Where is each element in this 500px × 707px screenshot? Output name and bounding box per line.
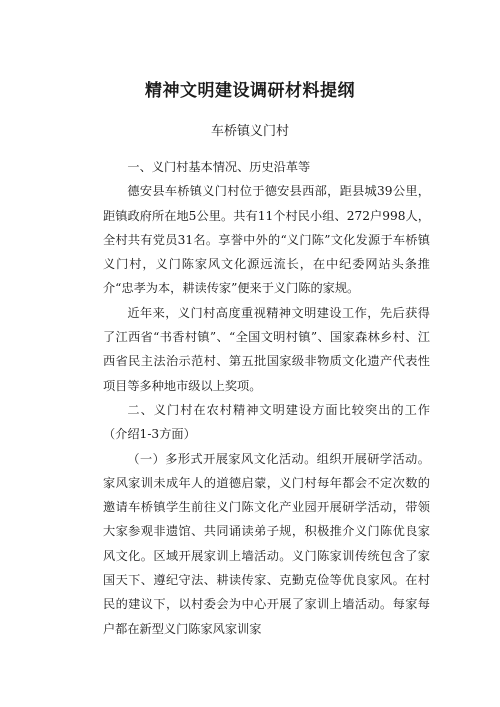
document-subtitle: 车桥镇义门村: [210, 124, 289, 139]
paragraph-village-overview: 德安县车桥镇义门村位于德安县西部，距县城39公里，距镇政府所在地5公里。共有11个村民小组、272户998人，全村共有党员31名。享誉中外的“义门陈”文化发源于车桥镇义门村，义门陈家风文化源远流长，在中纪委网站头条推介“忠孝为本，耕读传家”便来于义门陈的家规。: [103, 184, 430, 296]
section-heading-2: 二、义门村在农村精神文明建设方面比较突出的工作（介绍1-3方面）: [103, 402, 430, 442]
document-body: [103, 155, 430, 641]
paragraph-recent-awards: 近年来，义门村高度重视精神文明建设工作，先后获得了江西省“书香村镇”、“全国文明村镇”、国家森林乡村、江西省民主法治示范村、第五批国家级非物质文化遗产代表性项目等多种地市级以上奖项。: [103, 305, 430, 393]
paragraph-family-culture: （一）多形式开展家风文化活动。组织开展研学活动。家风家训未成年人的道德启蒙，义门村每年都会不定次数的邀请车桥镇学生前往义门陈文化产业园开展研学活动，带领大家参观非遗馆、共同诵读弟子规，积极推介义门陈优良家风文化。区域开展家训上墙活动。义门陈家训传统包含了家国天下、遵纪守法、耕读传家、克勤克俭等优良家风。在村民的建议下，以村委会为中心开展了家训上墙活动。每家每户都在新型义门陈家风家训家: [103, 451, 430, 636]
section-heading-1: 一、义门村基本情况、历史沿革等: [127, 160, 311, 174]
document-title: 精神文明建设调研材料提纲: [145, 81, 355, 101]
